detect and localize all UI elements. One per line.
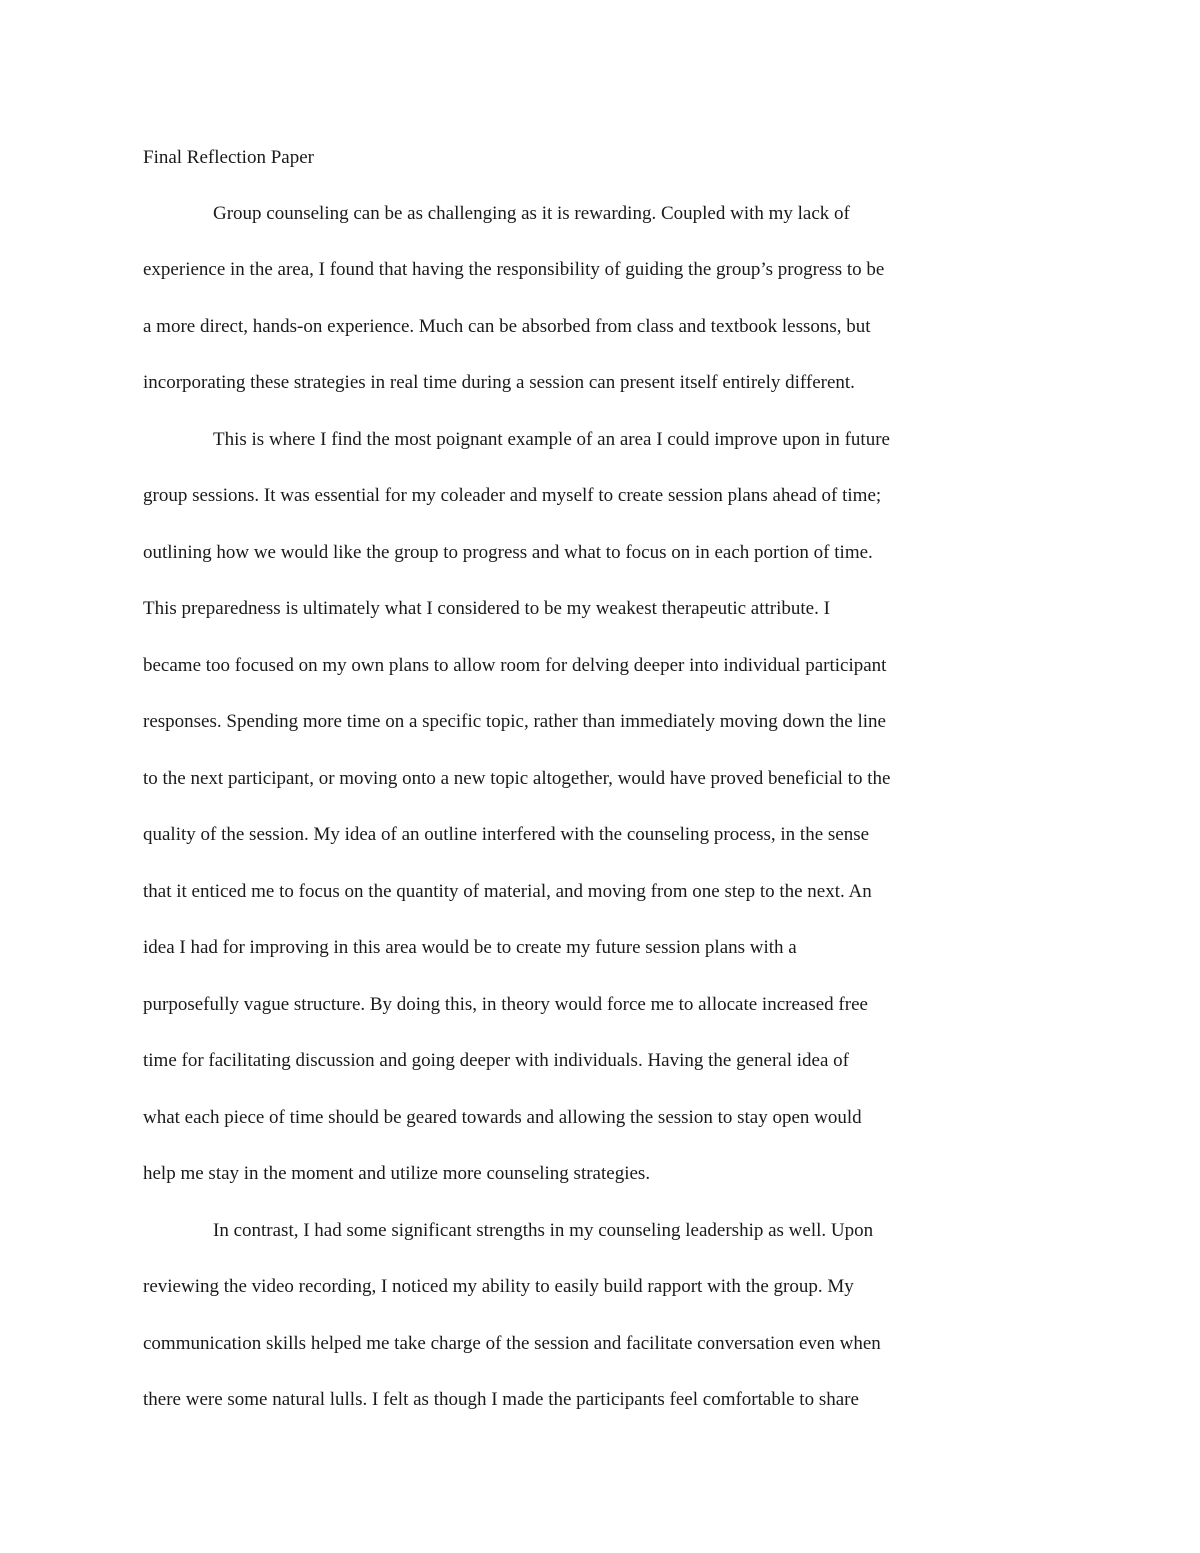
text-line: This preparedness is ultimately what I considered to be my weakest therapeutic attribute. I	[143, 598, 830, 619]
text-line: a more direct, hands-on experience. Much can be absorbed from class and textbook lessons, but	[143, 316, 871, 337]
text-line: Group counseling can be as challenging as it is rewarding. Coupled with my lack of	[213, 203, 850, 224]
text-line: purposefully vague structure. By doing this, in theory would force me to allocate increased free	[143, 994, 868, 1015]
text-line: that it enticed me to focus on the quantity of material, and moving from one step to the next. An	[143, 881, 872, 902]
text-line: communication skills helped me take charge of the session and facilitate conversation even when	[143, 1333, 881, 1354]
document-title: Final Reflection Paper	[143, 147, 314, 168]
text-line: reviewing the video recording, I noticed my ability to easily build rapport with the group. My	[143, 1276, 854, 1297]
text-line: time for facilitating discussion and going deeper with individuals. Having the general idea of	[143, 1050, 849, 1071]
text-line: In contrast, I had some significant strengths in my counseling leadership as well. Upon	[213, 1220, 874, 1241]
text-line: outlining how we would like the group to progress and what to focus on in each portion of time.	[143, 542, 873, 563]
text-line: to the next participant, or moving onto a new topic altogether, would have proved beneficial to the	[143, 768, 891, 789]
text-line: there were some natural lulls. I felt as though I made the participants feel comfortable to share	[143, 1389, 859, 1410]
text-line: quality of the session. My idea of an outline interfered with the counseling process, in the sense	[143, 824, 870, 845]
text-line: became too focused on my own plans to allow room for delving deeper into individual participant	[143, 655, 887, 676]
text-line: help me stay in the moment and utilize more counseling strategies.	[143, 1163, 651, 1184]
text-line: incorporating these strategies in real time during a session can present itself entirely different.	[143, 372, 855, 393]
text-line: idea I had for improving in this area would be to create my future session plans with a	[143, 937, 797, 958]
text-line: experience in the area, I found that having the responsibility of guiding the group’s progress to be	[143, 259, 885, 280]
text-line: responses. Spending more time on a specific topic, rather than immediately moving down the line	[143, 711, 886, 732]
text-line: group sessions. It was essential for my coleader and myself to create session plans ahead of time;	[143, 485, 882, 506]
text-line: what each piece of time should be geared towards and allowing the session to stay open would	[143, 1107, 862, 1128]
text-line: This is where I find the most poignant example of an area I could improve upon in future	[213, 429, 890, 450]
